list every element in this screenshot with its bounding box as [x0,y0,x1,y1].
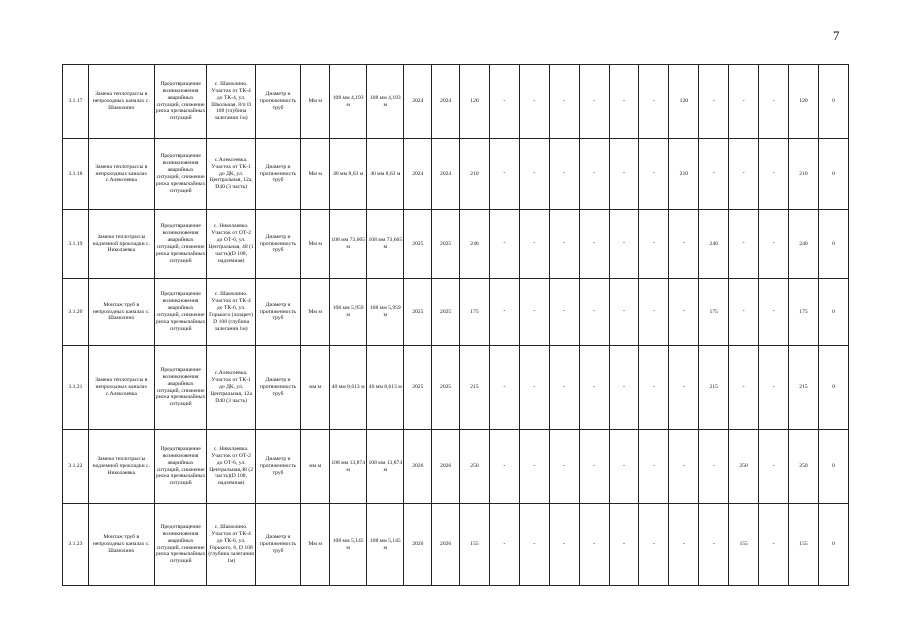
remainder: 0 [818,279,848,346]
end-year: 2024 [432,65,460,139]
cost-col-9: - [729,279,759,346]
start-year: 2026 [404,504,432,586]
start-year: 2025 [404,346,432,430]
table-row [63,504,849,586]
location: с.Алексеевка. Участок от ТК-1 до ДК, ул. Центральная, 12а D40 (3 часть) [207,346,255,430]
total-cost: 240 [460,210,490,279]
cost-col-1: - [489,210,519,279]
value-before: 108 мм 13,874 м [330,430,367,504]
cost-col-3: - [549,65,579,139]
value-after: 108 мм 4,193 м [367,65,404,139]
cost-col-4: - [579,210,609,279]
work-name: Замена теплотрассы надземной прокладки с. Николаевка [88,430,154,504]
work-name: Замена теплотрассы в непроходных каналах с. Шамолино [88,65,154,139]
cost-col-1: - [489,139,519,210]
cost-col-2: - [519,139,549,210]
cost-col-5: - [609,279,639,346]
sum-cost: 250 [789,430,819,504]
remainder: 0 [818,504,848,586]
work-name: Монтаж труб в непроходных каналах с. Шамолино [88,504,154,586]
cost-col-9: - [729,210,759,279]
end-year: 2025 [432,279,460,346]
parameter: Диаметр и протяженность труб [255,279,300,346]
end-year: 2025 [432,210,460,279]
row-number: 3.1.19 [63,210,89,279]
start-year: 2024 [404,65,432,139]
unit: Мм м [301,139,330,210]
cost-col-9: - [729,139,759,210]
location: с. Николаевка. Участок от ОТ-2 до ОТ-6, ул. Центральная,48 (2 часть)(D 108, надземная) [207,430,255,504]
location: с. Шамолино. Участок от ТК-4 до ТК-4, ул. Школьная, 8/п D 108 (глубина залегания 1м) [207,65,255,139]
purpose: Предотвращение возникновения аварийных ситуаций, снижение риска чрезвычайных ситуаций [154,139,207,210]
purpose: Предотвращение возникновения аварийных ситуаций, снижение риска чрезвычайных ситуаций [154,346,207,430]
start-year: 2026 [404,430,432,504]
cost-col-4: - [579,504,609,586]
cost-col-6: - [639,346,669,430]
value-before: 40 мм 8,613 м [330,346,367,430]
row-number: 3.1.21 [63,346,89,430]
row-number: 3.1.17 [63,65,89,139]
cost-col-5: - [609,210,639,279]
remainder: 0 [818,65,848,139]
cost-col-2: - [519,210,549,279]
cost-col-2: - [519,504,549,586]
total-cost: 120 [460,65,490,139]
cost-col-7: - [669,279,699,346]
cost-col-10: - [759,279,789,346]
sum-cost: 155 [789,504,819,586]
cost-col-3: - [549,210,579,279]
remainder: 0 [818,139,848,210]
work-name: Замена теплотрассы в непроходных каналах с.Алексеевка [88,346,154,430]
cost-col-9: 250 [729,430,759,504]
cost-col-7: - [669,430,699,504]
cost-col-5: - [609,430,639,504]
value-before: 108 мм 73,665 м [330,210,367,279]
value-before: 40 мм 8,63 м [330,139,367,210]
cost-col-7: 120 [669,65,699,139]
value-before: 108 мм 5,959 м [330,279,367,346]
purpose: Предотвращение возникновения аварийных ситуаций, снижение риска чрезвычайных ситуаций [154,504,207,586]
table-row [63,346,849,430]
cost-col-1: - [489,430,519,504]
purpose: Предотвращение возникновения аварийных ситуаций, снижение риска чрезвычайных ситуаций [154,65,207,139]
cost-col-8: 215 [699,346,729,430]
parameter: Диаметр и протяженность труб [255,139,300,210]
cost-col-3: - [549,504,579,586]
cost-col-8: - [699,430,729,504]
work-name: Замена теплотрассы в непроходных каналах с.Алексеевка [88,139,154,210]
cost-col-9: - [729,65,759,139]
total-cost: 175 [460,279,490,346]
end-year: 2024 [432,139,460,210]
cost-col-6: - [639,139,669,210]
cost-col-10: - [759,139,789,210]
remainder: 0 [818,210,848,279]
table-row [63,65,849,139]
cost-col-5: - [609,65,639,139]
cost-col-5: - [609,504,639,586]
cost-col-10: - [759,210,789,279]
row-number: 3.1.22 [63,430,89,504]
parameter: Диаметр и протяженность труб [255,504,300,586]
sum-cost: 210 [789,139,819,210]
parameter: Диаметр и протяженность труб [255,210,300,279]
end-year: 2026 [432,430,460,504]
remainder: 0 [818,430,848,504]
start-year: 2025 [404,279,432,346]
cost-col-4: - [579,346,609,430]
work-name: Замена теплотрассы надземной прокладки с. Николаевка [88,210,154,279]
unit: Мм м [301,504,330,586]
cost-col-6: - [639,279,669,346]
cost-col-3: - [549,430,579,504]
unit: Мм м [301,210,330,279]
location: с. Шамолино. Участок от ТК-4 до ТК-6, ул. Горького (лазарет) D 108 (глубина залегания 1м) [207,279,255,346]
cost-col-4: - [579,279,609,346]
cost-col-10: - [759,430,789,504]
cost-col-6: - [639,430,669,504]
cost-col-10: - [759,346,789,430]
cost-col-8: 175 [699,279,729,346]
parameter: Диаметр и протяженность труб [255,346,300,430]
cost-col-9: - [729,346,759,430]
cost-col-10: - [759,504,789,586]
cost-col-4: - [579,430,609,504]
cost-col-3: - [549,346,579,430]
total-cost: 250 [460,430,490,504]
cost-col-5: - [609,139,639,210]
sum-cost: 240 [789,210,819,279]
cost-col-7: 210 [669,139,699,210]
end-year: 2026 [432,504,460,586]
purpose: Предотвращение возникновения аварийных ситуаций, снижение риска чрезвычайных ситуаций [154,279,207,346]
unit: мм м [301,346,330,430]
table-row [63,139,849,210]
start-year: 2025 [404,210,432,279]
cost-col-8: - [699,65,729,139]
parameter: Диаметр и протяженность труб [255,430,300,504]
value-after: 108 мм 5,959 м [367,279,404,346]
cost-col-2: - [519,346,549,430]
table-row [63,210,849,279]
location: с. Николаевка. Участок от ОТ-2 до ОТ-6, ул. Центральная, 48 (1 часть)(D 108, надземная) [207,210,255,279]
page-number: 7 [833,28,840,43]
cost-col-9: 155 [729,504,759,586]
value-after: 40 мм 8,613 м [367,346,404,430]
work-name: Монтаж труб в непроходных каналах с. Шамолино [88,279,154,346]
cost-col-4: - [579,139,609,210]
value-before: 108 мм 5,145 м [330,504,367,586]
unit: Мм м [301,65,330,139]
cost-col-6: - [639,504,669,586]
cost-col-8: - [699,139,729,210]
cost-col-7: - [669,210,699,279]
start-year: 2024 [404,139,432,210]
location: с.Алексеевка. Участок от ТК-1 до ДК, ул. Центральная, 12а, D40 (3 часть) [207,139,255,210]
cost-col-5: - [609,346,639,430]
cost-col-6: - [639,65,669,139]
purpose: Предотвращение возникновения аварийных ситуаций, снижение риска чрезвычайных ситуаций [154,210,207,279]
value-before: 108 мм 4,193 м [330,65,367,139]
value-after: 108 мм 5,145 м [367,504,404,586]
cost-col-10: - [759,65,789,139]
row-number: 3.1.18 [63,139,89,210]
total-cost: 215 [460,346,490,430]
remainder: 0 [818,346,848,430]
cost-col-1: - [489,279,519,346]
table-row [63,430,849,504]
cost-col-1: - [489,65,519,139]
cost-col-7: - [669,504,699,586]
parameter: Диаметр и протяженность труб [255,65,300,139]
cost-col-8: 240 [699,210,729,279]
value-after: 108 мм 13,874 м [367,430,404,504]
cost-col-2: - [519,279,549,346]
cost-col-8: - [699,504,729,586]
row-number: 3.1.20 [63,279,89,346]
plan-table [62,64,849,586]
row-number: 3.1.23 [63,504,89,586]
cost-col-1: - [489,346,519,430]
cost-col-4: - [579,65,609,139]
table-row [63,279,849,346]
cost-col-2: - [519,65,549,139]
sum-cost: 175 [789,279,819,346]
unit: Мм м [301,279,330,346]
sum-cost: 215 [789,346,819,430]
value-after: 40 мм 8,63 м [367,139,404,210]
end-year: 2025 [432,346,460,430]
cost-col-1: - [489,504,519,586]
location: с. Шамолино. Участок от ТК-4 до ТК-6, ул. Горького, 6, D 108 (глубина залегания 1м) [207,504,255,586]
sum-cost: 120 [789,65,819,139]
cost-col-3: - [549,279,579,346]
purpose: Предотвращение возникновения аварийных ситуаций, снижение риска чрезвычайных ситуаций [154,430,207,504]
cost-col-6: - [639,210,669,279]
unit: мм м [301,430,330,504]
cost-col-2: - [519,430,549,504]
cost-col-7: - [669,346,699,430]
total-cost: 210 [460,139,490,210]
total-cost: 155 [460,504,490,586]
value-after: 108 мм 73,665 м [367,210,404,279]
cost-col-3: - [549,139,579,210]
